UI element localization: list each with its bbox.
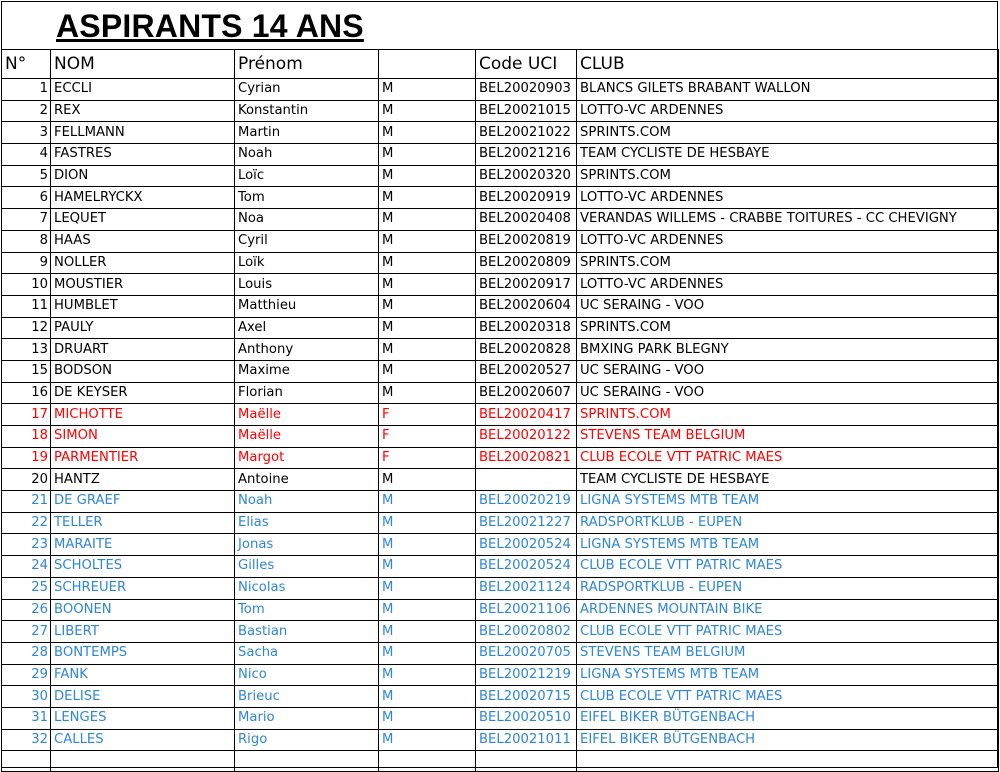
table-row	[2, 209, 999, 231]
cell-sexe: M	[379, 165, 476, 187]
cell-nom: BONTEMPS	[51, 642, 235, 664]
title-row	[2, 2, 997, 50]
cell-nom: HUMBLET	[51, 295, 235, 317]
cell-code-uci	[476, 469, 577, 491]
cell-sexe: M	[379, 534, 476, 556]
cell-code-uci: BEL20020715	[476, 686, 577, 708]
cell-nom: LENGES	[51, 707, 235, 729]
cell-club: UC SERAING - VOO	[577, 382, 999, 404]
cell-sexe: M	[379, 252, 476, 274]
cell-prenom: Rigo	[235, 729, 379, 751]
cell-code-uci: BEL20020819	[476, 230, 577, 252]
cell-club: STEVENS TEAM BELGIUM	[577, 642, 999, 664]
table-row	[2, 621, 999, 643]
empty-cell	[2, 751, 51, 772]
header-sexe	[379, 50, 476, 79]
table-row	[2, 577, 999, 599]
cell-prenom: Noa	[235, 209, 379, 231]
table-row	[2, 360, 999, 382]
cell-number: 3	[2, 122, 51, 144]
cell-club: TEAM CYCLISTE DE HESBAYE	[577, 469, 999, 491]
cell-sexe: M	[379, 664, 476, 686]
cell-number: 29	[2, 664, 51, 686]
table-row	[2, 230, 999, 252]
cell-code-uci: BEL20021219	[476, 664, 577, 686]
cell-prenom: Antoine	[235, 469, 379, 491]
cell-nom: DE GRAEF	[51, 491, 235, 513]
cell-nom: TELLER	[51, 512, 235, 534]
table-row	[2, 512, 999, 534]
table-row	[2, 122, 999, 144]
cell-code-uci: BEL20020510	[476, 707, 577, 729]
header-prenom: Prénom	[235, 50, 379, 79]
cell-number: 4	[2, 144, 51, 166]
cell-code-uci: BEL20020524	[476, 534, 577, 556]
cell-sexe: M	[379, 621, 476, 643]
table-row	[2, 187, 999, 209]
table-row	[2, 165, 999, 187]
cell-number: 27	[2, 621, 51, 643]
table-row	[2, 469, 999, 491]
cell-sexe: M	[379, 707, 476, 729]
table-row	[2, 664, 999, 686]
cell-prenom: Loïk	[235, 252, 379, 274]
cell-prenom: Konstantin	[235, 100, 379, 122]
cell-club: UC SERAING - VOO	[577, 360, 999, 382]
cell-number: 7	[2, 209, 51, 231]
cell-number: 16	[2, 382, 51, 404]
empty-cell	[51, 751, 235, 772]
cell-number: 8	[2, 230, 51, 252]
cell-number: 28	[2, 642, 51, 664]
cell-nom: BOONEN	[51, 599, 235, 621]
cell-prenom: Bastian	[235, 621, 379, 643]
cell-number: 15	[2, 360, 51, 382]
cell-number: 19	[2, 447, 51, 469]
cell-prenom: Tom	[235, 187, 379, 209]
cell-club: SPRINTS.COM	[577, 404, 999, 426]
cell-number: 26	[2, 599, 51, 621]
cell-sexe: M	[379, 686, 476, 708]
cell-club: STEVENS TEAM BELGIUM	[577, 426, 999, 448]
cell-sexe: M	[379, 491, 476, 513]
cell-club: UC SERAING - VOO	[577, 295, 999, 317]
cell-club: TEAM CYCLISTE DE HESBAYE	[577, 144, 999, 166]
cell-nom: REX	[51, 100, 235, 122]
cell-number: 21	[2, 491, 51, 513]
cell-nom: DE KEYSER	[51, 382, 235, 404]
cell-sexe: M	[379, 729, 476, 751]
cell-prenom: Cyrian	[235, 79, 379, 101]
cell-number: 9	[2, 252, 51, 274]
cell-code-uci: BEL20020705	[476, 642, 577, 664]
riders-table	[1, 49, 999, 772]
cell-nom: MOUSTIER	[51, 274, 235, 296]
cell-sexe: M	[379, 144, 476, 166]
cell-sexe: M	[379, 209, 476, 231]
cell-club: BMXING PARK BLEGNY	[577, 339, 999, 361]
cell-code-uci: BEL20020607	[476, 382, 577, 404]
cell-nom: MARAITE	[51, 534, 235, 556]
table-row	[2, 729, 999, 751]
cell-sexe: M	[379, 382, 476, 404]
table-body	[2, 79, 999, 772]
cell-code-uci: BEL20020408	[476, 209, 577, 231]
cell-nom: BODSON	[51, 360, 235, 382]
empty-cell	[379, 751, 476, 772]
cell-club: BLANCS GILETS BRABANT WALLON	[577, 79, 999, 101]
cell-sexe: M	[379, 79, 476, 101]
table-row	[2, 100, 999, 122]
cell-nom: HAMELRYCKX	[51, 187, 235, 209]
cell-prenom: Anthony	[235, 339, 379, 361]
cell-code-uci: BEL20021227	[476, 512, 577, 534]
table-row	[2, 79, 999, 101]
table-row	[2, 642, 999, 664]
header-number: N°	[2, 50, 51, 79]
empty-cell	[577, 751, 999, 772]
cell-prenom: Jonas	[235, 534, 379, 556]
cell-prenom: Axel	[235, 317, 379, 339]
cell-nom: SCHREUER	[51, 577, 235, 599]
header-code-uci: Code UCI	[476, 50, 577, 79]
cell-number: 13	[2, 339, 51, 361]
table-row	[2, 317, 999, 339]
table-row	[2, 404, 999, 426]
cell-nom: SCHOLTES	[51, 556, 235, 578]
cell-number: 10	[2, 274, 51, 296]
cell-sexe: F	[379, 426, 476, 448]
cell-prenom: Matthieu	[235, 295, 379, 317]
cell-number: 22	[2, 512, 51, 534]
cell-number: 25	[2, 577, 51, 599]
cell-number: 31	[2, 707, 51, 729]
cell-nom: ECCLI	[51, 79, 235, 101]
cell-club: CLUB ECOLE VTT PATRIC MAES	[577, 621, 999, 643]
cell-club: SPRINTS.COM	[577, 317, 999, 339]
cell-sexe: M	[379, 187, 476, 209]
cell-nom: HANTZ	[51, 469, 235, 491]
cell-nom: NOLLER	[51, 252, 235, 274]
cell-code-uci: BEL20020919	[476, 187, 577, 209]
cell-nom: DRUART	[51, 339, 235, 361]
cell-club: LIGNA SYSTEMS MTB TEAM	[577, 534, 999, 556]
cell-prenom: Martin	[235, 122, 379, 144]
cell-nom: PAULY	[51, 317, 235, 339]
cell-club: CLUB ECOLE VTT PATRIC MAES	[577, 686, 999, 708]
cell-code-uci: BEL20020821	[476, 447, 577, 469]
table-header-row	[2, 50, 999, 79]
table-row	[2, 534, 999, 556]
cell-sexe: M	[379, 642, 476, 664]
cell-code-uci: BEL20020320	[476, 165, 577, 187]
cell-code-uci: BEL20020524	[476, 556, 577, 578]
table-row	[2, 686, 999, 708]
cell-nom: SIMON	[51, 426, 235, 448]
table-row	[2, 599, 999, 621]
cell-code-uci: BEL20020417	[476, 404, 577, 426]
table-row	[2, 339, 999, 361]
cell-number: 6	[2, 187, 51, 209]
cell-nom: LIBERT	[51, 621, 235, 643]
cell-prenom: Florian	[235, 382, 379, 404]
cell-club: LOTTO-VC ARDENNES	[577, 230, 999, 252]
cell-code-uci: BEL20021106	[476, 599, 577, 621]
cell-club: EIFEL BIKER BÜTGENBACH	[577, 729, 999, 751]
cell-club: LOTTO-VC ARDENNES	[577, 187, 999, 209]
empty-cell	[235, 751, 379, 772]
cell-club: CLUB ECOLE VTT PATRIC MAES	[577, 447, 999, 469]
cell-club: EIFEL BIKER BÜTGENBACH	[577, 707, 999, 729]
cell-nom: LEQUET	[51, 209, 235, 231]
cell-number: 24	[2, 556, 51, 578]
cell-code-uci: BEL20020527	[476, 360, 577, 382]
header-nom: NOM	[51, 50, 235, 79]
cell-club: RADSPORTKLUB - EUPEN	[577, 577, 999, 599]
table-row	[2, 144, 999, 166]
cell-number: 23	[2, 534, 51, 556]
cell-number: 1	[2, 79, 51, 101]
cell-nom: FASTRES	[51, 144, 235, 166]
cell-club: LIGNA SYSTEMS MTB TEAM	[577, 491, 999, 513]
cell-number: 30	[2, 686, 51, 708]
table-row	[2, 426, 999, 448]
cell-code-uci: BEL20020219	[476, 491, 577, 513]
cell-nom: FANK	[51, 664, 235, 686]
cell-code-uci: BEL20020802	[476, 621, 577, 643]
cell-prenom: Brieuc	[235, 686, 379, 708]
cell-club: LOTTO-VC ARDENNES	[577, 274, 999, 296]
spreadsheet	[1, 1, 998, 768]
cell-nom: FELLMANN	[51, 122, 235, 144]
cell-prenom: Mario	[235, 707, 379, 729]
cell-prenom: Noah	[235, 144, 379, 166]
cell-sexe: M	[379, 339, 476, 361]
cell-nom: CALLES	[51, 729, 235, 751]
cell-prenom: Maxime	[235, 360, 379, 382]
cell-prenom: Maëlle	[235, 404, 379, 426]
cell-code-uci: BEL20021216	[476, 144, 577, 166]
cell-number: 11	[2, 295, 51, 317]
cell-code-uci: BEL20020917	[476, 274, 577, 296]
cell-sexe: M	[379, 230, 476, 252]
cell-code-uci: BEL20021124	[476, 577, 577, 599]
cell-sexe: M	[379, 360, 476, 382]
table-row	[2, 274, 999, 296]
cell-code-uci: BEL20020809	[476, 252, 577, 274]
cell-code-uci: BEL20021015	[476, 100, 577, 122]
cell-club: RADSPORTKLUB - EUPEN	[577, 512, 999, 534]
cell-club: CLUB ECOLE VTT PATRIC MAES	[577, 556, 999, 578]
cell-prenom: Noah	[235, 491, 379, 513]
cell-prenom: Louis	[235, 274, 379, 296]
empty-row	[2, 751, 999, 772]
cell-sexe: F	[379, 447, 476, 469]
cell-nom: DION	[51, 165, 235, 187]
cell-sexe: M	[379, 100, 476, 122]
cell-club: ARDENNES MOUNTAIN BIKE	[577, 599, 999, 621]
cell-sexe: M	[379, 122, 476, 144]
cell-code-uci: BEL20020828	[476, 339, 577, 361]
table-row	[2, 295, 999, 317]
cell-code-uci: BEL20020122	[476, 426, 577, 448]
cell-club: SPRINTS.COM	[577, 252, 999, 274]
table-row	[2, 556, 999, 578]
cell-club: VERANDAS WILLEMS - CRABBE TOITURES - CC CHEVIGNY	[577, 209, 999, 231]
cell-sexe: M	[379, 317, 476, 339]
table-row	[2, 707, 999, 729]
cell-code-uci: BEL20020318	[476, 317, 577, 339]
cell-number: 17	[2, 404, 51, 426]
cell-code-uci: BEL20021022	[476, 122, 577, 144]
cell-prenom: Nico	[235, 664, 379, 686]
cell-sexe: M	[379, 469, 476, 491]
header-club: CLUB	[577, 50, 999, 79]
cell-prenom: Tom	[235, 599, 379, 621]
cell-prenom: Nicolas	[235, 577, 379, 599]
cell-nom: PARMENTIER	[51, 447, 235, 469]
table-row	[2, 491, 999, 513]
cell-prenom: Maëlle	[235, 426, 379, 448]
cell-prenom: Cyril	[235, 230, 379, 252]
cell-prenom: Margot	[235, 447, 379, 469]
cell-prenom: Elias	[235, 512, 379, 534]
cell-prenom: Loïc	[235, 165, 379, 187]
table-row	[2, 447, 999, 469]
cell-code-uci: BEL20020903	[476, 79, 577, 101]
cell-code-uci: BEL20020604	[476, 295, 577, 317]
cell-nom: HAAS	[51, 230, 235, 252]
page-title: ASPIRANTS 14 ANS	[56, 8, 364, 44]
table-row	[2, 252, 999, 274]
cell-prenom: Gilles	[235, 556, 379, 578]
cell-nom: DELISE	[51, 686, 235, 708]
cell-sexe: M	[379, 556, 476, 578]
cell-club: LIGNA SYSTEMS MTB TEAM	[577, 664, 999, 686]
cell-prenom: Sacha	[235, 642, 379, 664]
cell-sexe: M	[379, 295, 476, 317]
cell-number: 12	[2, 317, 51, 339]
cell-number: 5	[2, 165, 51, 187]
cell-sexe: M	[379, 599, 476, 621]
cell-sexe: M	[379, 577, 476, 599]
cell-club: LOTTO-VC ARDENNES	[577, 100, 999, 122]
cell-code-uci: BEL20021011	[476, 729, 577, 751]
cell-number: 32	[2, 729, 51, 751]
cell-sexe: M	[379, 512, 476, 534]
cell-number: 2	[2, 100, 51, 122]
cell-nom: MICHOTTE	[51, 404, 235, 426]
cell-number: 18	[2, 426, 51, 448]
cell-sexe: M	[379, 274, 476, 296]
cell-club: SPRINTS.COM	[577, 122, 999, 144]
cell-sexe: F	[379, 404, 476, 426]
cell-number: 20	[2, 469, 51, 491]
empty-cell	[476, 751, 577, 772]
table-row	[2, 382, 999, 404]
cell-club: SPRINTS.COM	[577, 165, 999, 187]
